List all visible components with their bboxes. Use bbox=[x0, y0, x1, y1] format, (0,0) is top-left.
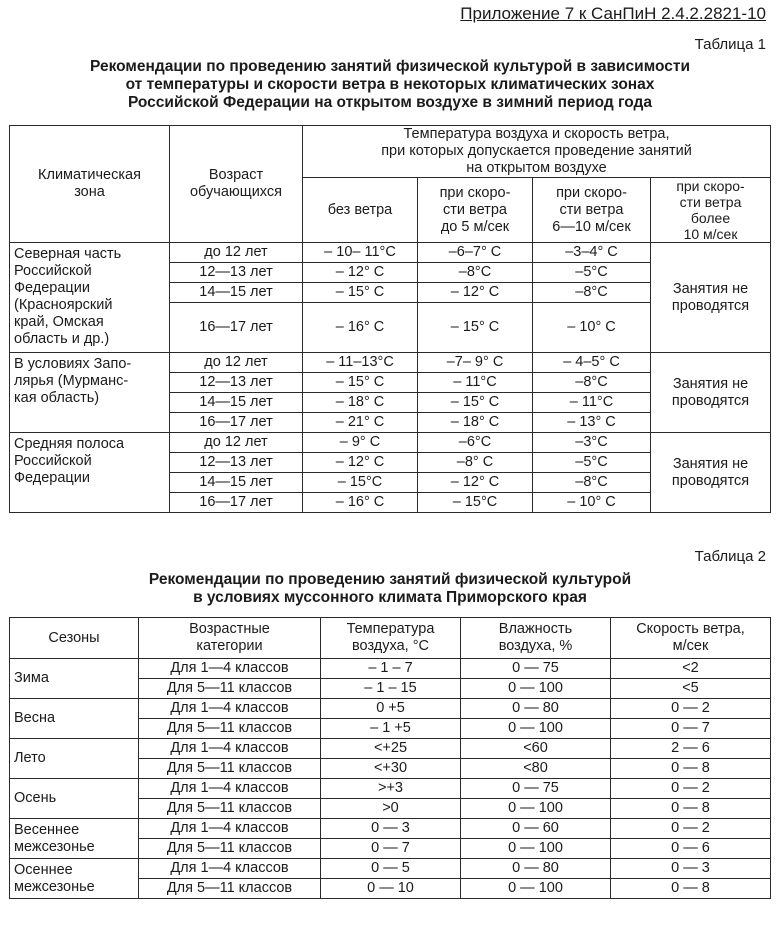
humidity-cell: 0 — 100 bbox=[461, 679, 611, 699]
temp-wind-5-cell: – 12° С bbox=[418, 473, 533, 493]
age-cell: до 12 лет bbox=[170, 243, 303, 263]
season-cell: Весна bbox=[10, 699, 139, 739]
air-temp-cell: 0 +5 bbox=[321, 699, 461, 719]
wind-speed-cell: 2 — 6 bbox=[611, 739, 771, 759]
temp-no-wind-cell: – 12° С bbox=[303, 263, 418, 283]
air-temp-cell: <+30 bbox=[321, 759, 461, 779]
age-category-cell: Для 1—4 классов bbox=[139, 739, 321, 759]
wind-speed-cell: 0 — 8 bbox=[611, 799, 771, 819]
temp-wind-5-cell: – 15° С bbox=[418, 393, 533, 413]
temp-wind-5-cell: –8° С bbox=[418, 453, 533, 473]
col-header-no-wind: без ветра bbox=[303, 178, 418, 243]
temp-wind-6-10-cell: –3°С bbox=[533, 433, 651, 453]
humidity-cell: 0 — 80 bbox=[461, 859, 611, 879]
col-header-age: Возраст обучающихся bbox=[170, 126, 303, 243]
wind-speed-cell: 0 — 8 bbox=[611, 879, 771, 899]
temp-no-wind-cell: – 18° С bbox=[303, 393, 418, 413]
age-cell: 12—13 лет bbox=[170, 263, 303, 283]
table2-label: Таблица 2 bbox=[694, 548, 766, 565]
age-category-cell: Для 1—4 классов bbox=[139, 659, 321, 679]
age-category-cell: Для 5—11 классов bbox=[139, 759, 321, 779]
humidity-cell: <60 bbox=[461, 739, 611, 759]
temp-wind-5-cell: – 15° С bbox=[418, 303, 533, 353]
humidity-cell: 0 — 75 bbox=[461, 659, 611, 679]
temp-wind-6-10-cell: – 13° С bbox=[533, 413, 651, 433]
age-category-cell: Для 5—11 классов bbox=[139, 679, 321, 699]
age-category-cell: Для 1—4 классов bbox=[139, 819, 321, 839]
air-temp-cell: 0 — 3 bbox=[321, 819, 461, 839]
temp-wind-6-10-cell: – 4–5° С bbox=[533, 353, 651, 373]
air-temp-cell: 0 — 10 bbox=[321, 879, 461, 899]
table1-title: Рекомендации по проведению занятий физической культурой в зависимости от температуры и скорости ветра в некоторых климатических зонах Российской Федерации на открытом воздухе в зимний период года bbox=[90, 58, 690, 111]
air-temp-cell: >+3 bbox=[321, 779, 461, 799]
col-header-air-temp: Температура воздуха, °С bbox=[321, 618, 461, 659]
age-cell: 12—13 лет bbox=[170, 373, 303, 393]
wind-speed-cell: <2 bbox=[611, 659, 771, 679]
age-category-cell: Для 1—4 классов bbox=[139, 699, 321, 719]
wind-speed-cell: 0 — 2 bbox=[611, 699, 771, 719]
age-cell: 16—17 лет bbox=[170, 493, 303, 513]
age-category-cell: Для 1—4 классов bbox=[139, 859, 321, 879]
col-header-season: Сезоны bbox=[10, 618, 139, 659]
monsoon-recommendations-table bbox=[9, 617, 771, 899]
climate-zone-cell: Средняя полоса Российской Федерации bbox=[10, 433, 170, 513]
no-classes-note: Занятия не проводятся bbox=[651, 243, 771, 353]
temp-wind-5-cell: –7– 9° С bbox=[418, 353, 533, 373]
temp-wind-6-10-cell: –3–4° С bbox=[533, 243, 651, 263]
age-cell: 12—13 лет bbox=[170, 453, 303, 473]
temp-wind-6-10-cell: –5°С bbox=[533, 263, 651, 283]
air-temp-cell: – 1 +5 bbox=[321, 719, 461, 739]
season-cell: Лето bbox=[10, 739, 139, 779]
temp-wind-5-cell: – 11°С bbox=[418, 373, 533, 393]
table-row bbox=[10, 433, 771, 453]
wind-speed-cell: 0 — 7 bbox=[611, 719, 771, 739]
temp-wind-5-cell: –6°С bbox=[418, 433, 533, 453]
temp-wind-5-cell: – 18° С bbox=[418, 413, 533, 433]
temp-wind-6-10-cell: –5°С bbox=[533, 453, 651, 473]
table-row bbox=[10, 659, 771, 679]
humidity-cell: 0 — 100 bbox=[461, 879, 611, 899]
age-cell: 14—15 лет bbox=[170, 473, 303, 493]
season-cell: Зима bbox=[10, 659, 139, 699]
temp-wind-5-cell: –6–7° С bbox=[418, 243, 533, 263]
table-row bbox=[10, 353, 771, 373]
age-cell: до 12 лет bbox=[170, 433, 303, 453]
table-row bbox=[10, 779, 771, 799]
wind-speed-cell: 0 — 2 bbox=[611, 779, 771, 799]
temp-wind-6-10-cell: –8°С bbox=[533, 473, 651, 493]
col-header-humidity: Влажность воздуха, % bbox=[461, 618, 611, 659]
wind-speed-cell: 0 — 2 bbox=[611, 819, 771, 839]
wind-speed-cell: 0 — 8 bbox=[611, 759, 771, 779]
winter-recommendations-table bbox=[9, 125, 771, 513]
table-row bbox=[10, 699, 771, 719]
temp-wind-6-10-cell: – 10° С bbox=[533, 493, 651, 513]
temp-wind-6-10-cell: – 10° С bbox=[533, 303, 651, 353]
humidity-cell: 0 — 100 bbox=[461, 839, 611, 859]
temp-no-wind-cell: – 10– 11°С bbox=[303, 243, 418, 263]
humidity-cell: 0 — 60 bbox=[461, 819, 611, 839]
temp-no-wind-cell: – 15° С bbox=[303, 283, 418, 303]
col-header-wind-over-10: при скоро- сти ветра более 10 м/сек bbox=[651, 178, 771, 243]
temp-no-wind-cell: – 16° С bbox=[303, 303, 418, 353]
humidity-cell: 0 — 75 bbox=[461, 779, 611, 799]
temp-no-wind-cell: – 9° С bbox=[303, 433, 418, 453]
age-category-cell: Для 1—4 классов bbox=[139, 779, 321, 799]
wind-speed-cell: <5 bbox=[611, 679, 771, 699]
age-cell: 14—15 лет bbox=[170, 393, 303, 413]
temp-wind-5-cell: – 15°С bbox=[418, 493, 533, 513]
temp-wind-5-cell: –8°С bbox=[418, 263, 533, 283]
age-category-cell: Для 5—11 классов bbox=[139, 799, 321, 819]
age-category-cell: Для 5—11 классов bbox=[139, 839, 321, 859]
temp-wind-6-10-cell: – 11°С bbox=[533, 393, 651, 413]
age-cell: 14—15 лет bbox=[170, 283, 303, 303]
table2-body bbox=[10, 659, 771, 899]
temp-no-wind-cell: – 11–13°С bbox=[303, 353, 418, 373]
no-classes-note: Занятия не проводятся bbox=[651, 353, 771, 433]
temp-wind-5-cell: – 12° С bbox=[418, 283, 533, 303]
age-category-cell: Для 5—11 классов bbox=[139, 719, 321, 739]
table1-body bbox=[10, 243, 771, 513]
col-header-wind-6-10: при скоро- сти ветра 6—10 м/сек bbox=[533, 178, 651, 243]
col-header-wind-5: при скоро- сти ветра до 5 м/сек bbox=[418, 178, 533, 243]
table-row bbox=[10, 859, 771, 879]
climate-zone-cell: Северная часть Российской Федерации (Красноярский край, Омская область и др.) bbox=[10, 243, 170, 353]
season-cell: Осень bbox=[10, 779, 139, 819]
col-header-wind-speed: Скорость ветра, м/сек bbox=[611, 618, 771, 659]
age-cell: 16—17 лет bbox=[170, 303, 303, 353]
humidity-cell: 0 — 100 bbox=[461, 799, 611, 819]
no-classes-note: Занятия не проводятся bbox=[651, 433, 771, 513]
temp-no-wind-cell: – 21° С bbox=[303, 413, 418, 433]
table-row bbox=[10, 739, 771, 759]
humidity-cell: 0 — 80 bbox=[461, 699, 611, 719]
temp-no-wind-cell: – 15°С bbox=[303, 473, 418, 493]
climate-zone-cell: В условиях Запо- лярья (Мурманс- кая область) bbox=[10, 353, 170, 433]
season-cell: Осеннее межсезонье bbox=[10, 859, 139, 899]
age-category-cell: Для 5—11 классов bbox=[139, 879, 321, 899]
temp-no-wind-cell: – 12° С bbox=[303, 453, 418, 473]
air-temp-cell: 0 — 7 bbox=[321, 839, 461, 859]
col-header-zone: Климатическая зона bbox=[10, 126, 170, 243]
col-header-age-category: Возрастные категории bbox=[139, 618, 321, 659]
season-cell: Весеннее межсезонье bbox=[10, 819, 139, 859]
age-cell: 16—17 лет bbox=[170, 413, 303, 433]
table-row bbox=[10, 819, 771, 839]
temp-wind-6-10-cell: –8°С bbox=[533, 373, 651, 393]
humidity-cell: 0 — 100 bbox=[461, 719, 611, 739]
wind-speed-cell: 0 — 6 bbox=[611, 839, 771, 859]
air-temp-cell: <+25 bbox=[321, 739, 461, 759]
age-cell: до 12 лет bbox=[170, 353, 303, 373]
air-temp-cell: – 1 – 7 bbox=[321, 659, 461, 679]
col-header-conditions: Температура воздуха и скорость ветра, при которых допускается проведение занятий на открытом воздухе bbox=[303, 126, 771, 178]
air-temp-cell: – 1 – 15 bbox=[321, 679, 461, 699]
temp-wind-6-10-cell: –8°С bbox=[533, 283, 651, 303]
table2-title: Рекомендации по проведению занятий физической культурой в условиях муссонного климата Приморского края bbox=[148, 571, 632, 606]
wind-speed-cell: 0 — 3 bbox=[611, 859, 771, 879]
table1-label: Таблица 1 bbox=[694, 36, 766, 53]
temp-no-wind-cell: – 15° С bbox=[303, 373, 418, 393]
temp-no-wind-cell: – 16° С bbox=[303, 493, 418, 513]
humidity-cell: <80 bbox=[461, 759, 611, 779]
appendix-reference: Приложение 7 к СанПиН 2.4.2.2821-10 bbox=[460, 4, 766, 23]
air-temp-cell: 0 — 5 bbox=[321, 859, 461, 879]
table-row bbox=[10, 243, 771, 263]
air-temp-cell: >0 bbox=[321, 799, 461, 819]
